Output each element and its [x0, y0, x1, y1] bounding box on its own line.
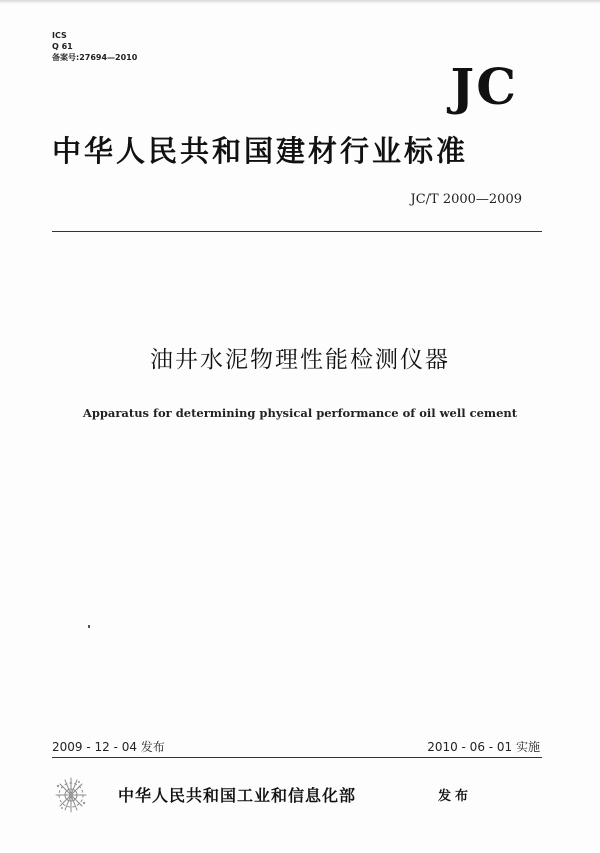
classification-block: [52, 30, 137, 63]
footer-divider: [52, 757, 542, 758]
publish-label: 发布: [438, 789, 473, 804]
document-title-chinese: 油井水泥物理性能检测仪器: [150, 347, 450, 373]
standard-organization: 中华人民共和国建材行业标准: [52, 134, 469, 168]
record-number: 备案号:27694—2010: [52, 53, 138, 62]
document-title-english: Apparatus for determining physical performance of oil well cement: [82, 406, 518, 420]
ministry-seal-icon: [48, 772, 94, 818]
publisher-name: 中华人民共和国工业和信息化部: [118, 786, 357, 805]
jc-logo: JC: [450, 57, 518, 116]
scan-speck: [88, 625, 90, 628]
header-divider: [52, 231, 542, 232]
ics-code: Q 61: [52, 42, 73, 51]
implementation-date: 2010 - 06 - 01 实施: [427, 740, 540, 754]
scan-edge: [0, 0, 600, 4]
standard-code: JC/T 2000—2009: [410, 192, 522, 207]
issue-date: 2009 - 12 - 04 发布: [52, 740, 165, 754]
ics-label: ICS: [52, 31, 67, 40]
